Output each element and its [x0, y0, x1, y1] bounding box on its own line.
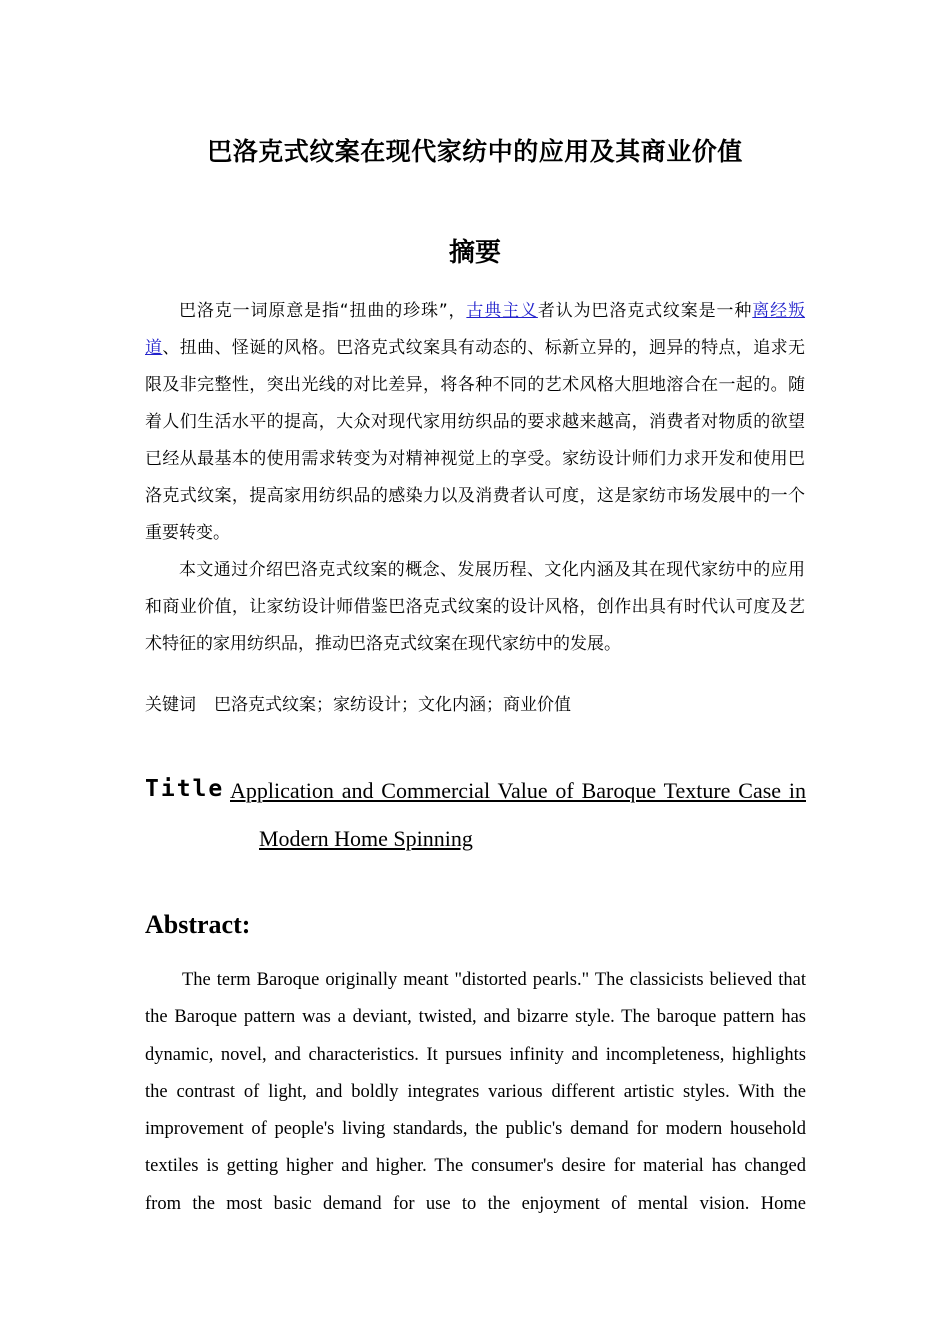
- abstract-paragraph-1: [145, 293, 805, 552]
- classicism-link[interactable]: 古典主义: [466, 301, 538, 321]
- keywords-line: [145, 690, 805, 715]
- abstract-paragraph-2: 本文通过介绍巴洛克式纹案的概念、发展历程、文化内涵及其在现代家纺中的应用和商业价值，让家纺设计师借鉴巴洛克式纹案的设计风格，创作出具有时代认可度及艺术特征的家用纺织品，推动巴洛克式纹案在现代家纺中的发展。: [145, 560, 805, 654]
- keywords-label: 关键词: [145, 695, 196, 715]
- deviant-link[interactable]: 离经叛道: [145, 301, 806, 358]
- title-label: Title: [145, 776, 225, 802]
- english-title-line-2: Modern Home Spinning: [259, 826, 473, 851]
- english-title-line-1: Application and Commercial Value of Baroque Texture Case in: [230, 778, 806, 803]
- para1-text-b: 者认为巴洛克式纹案是一种: [537, 301, 753, 321]
- keywords-list: 巴洛克式纹案；家纺设计；文化内涵；商业价值: [214, 695, 571, 715]
- chinese-abstract: [145, 293, 805, 663]
- abstract-heading: 摘要: [448, 238, 501, 268]
- para1-text-a: 巴洛克一词原意是指“扭曲的珍珠”，: [179, 301, 467, 321]
- english-abstract-heading: Abstract:: [145, 910, 251, 939]
- document-title: 巴洛克式纹案在现代家纺中的应用及其商业价值: [207, 137, 743, 166]
- english-abstract-text: The term Baroque originally meant "distorted pearls." The classicists believed that the Baroque pattern was a deviant, twisted, and bizarre style. The baroque pattern has dynamic, novel, and characteristics. It pursues infinity and incompleteness, highlights the contrast of light, and boldly integrates various different artistic styles. With the improvement of people's living standards, the public's demand for modern household textiles is getting higher and higher. The consumer's desire for material has changed from the most basic demand for use to the enjoyment of mental vision. Home: [145, 970, 806, 1214]
- para1-text-c: 、扭曲、怪诞的风格。巴洛克式纹案具有动态的、标新立异的，迥异的特点，追求无限及非完整性，突出光线的对比差异，将各种不同的艺术风格大胆地溶合在一起的。随着人们生活水平的提高，大众对现代家用纺织品的要求越来越高，消费者对物质的欲望已经从最基本的使用需求转变为对精神视觉上的享受。家纺设计师们力求开发和使用巴洛克式纹案，提高家用纺织品的感染力以及消费者认可度，这是家纺市场发展中的一个重要转变。: [145, 338, 806, 543]
